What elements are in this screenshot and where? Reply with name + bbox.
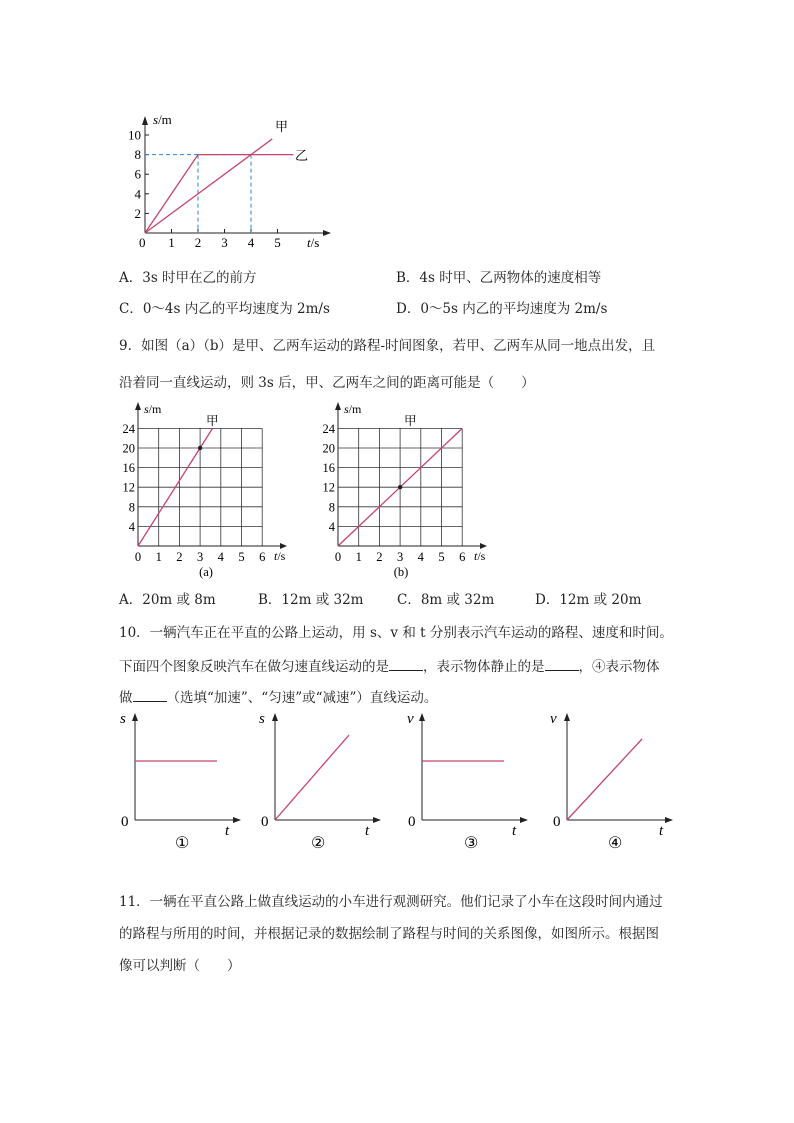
fig1-ytick-label: 10 <box>128 127 141 143</box>
q10-g2-origin: 0 <box>261 814 269 830</box>
q10-blank-1[interactable] <box>389 658 423 671</box>
fig1-y-arrow <box>142 116 148 125</box>
q10-g1-xlabel: t <box>225 823 230 839</box>
q9a-xtick-label: 5 <box>238 550 245 564</box>
q9b-xtick-label: 3 <box>396 550 404 564</box>
q9a-y-arrow <box>135 402 141 410</box>
q9b-xtick-label: 2 <box>376 550 383 564</box>
q9-stem-line2: 沿着同一直线运动，则 3s 后，甲、乙两车之间的距离可能是（ ） <box>119 375 535 391</box>
q10-graph-3 <box>402 705 532 855</box>
q9-option-d[interactable]: D．12m 或 20m <box>535 592 642 608</box>
q9a-xtick-label: 4 <box>217 550 224 564</box>
q9a-data-point <box>198 446 202 450</box>
q11-stem-line1: 11．一辆在平直公路上做直线运动的小车进行观测研究。他们记录了小车在这段时间内通过 <box>119 894 663 910</box>
q9b-ytick-label: 4 <box>328 519 335 534</box>
q9a-ytick-label: 4 <box>128 519 135 534</box>
q10-g3-xlabel: t <box>512 823 517 839</box>
q9a-x-label: t/s <box>274 549 286 563</box>
q10-g2-xlabel: t <box>365 823 370 839</box>
q9a-y-label: s/m <box>144 402 162 416</box>
fig1-xtick-label: 1 <box>168 235 175 250</box>
q8-option-a[interactable]: A．3s 时甲在乙的前方 <box>119 270 257 286</box>
q8-option-d[interactable]: D．0～5s 内乙的平均速度为 2m/s <box>396 301 608 317</box>
q9a-ytick-label: 20 <box>122 441 135 456</box>
q9a-xtick-label: 2 <box>176 550 183 564</box>
q10-g1-origin: 0 <box>121 814 129 830</box>
q9-option-c[interactable]: C．8m 或 32m <box>397 592 495 608</box>
fig1-ytick-label: 8 <box>134 147 141 163</box>
q9-option-a[interactable]: A．20m 或 8m <box>119 592 216 608</box>
q9-chart-b <box>318 398 498 583</box>
q10-g4-line <box>567 739 642 820</box>
q9b-ytick-label: 8 <box>328 500 335 515</box>
q9b-ytick-label: 20 <box>322 441 335 456</box>
q10-stem-line1: 10．一辆汽车正在平直的公路上运动，用 s、v 和 t 分别表示汽车运动的路程、速度和时间。 <box>119 625 673 641</box>
q9b-x-label: t/s <box>474 549 486 563</box>
q9a-origin: 0 <box>134 550 142 564</box>
fig1-ytick-label: 2 <box>134 205 141 221</box>
fig1-ytick-label: 4 <box>134 186 141 202</box>
q10-blank-3[interactable] <box>133 689 167 702</box>
fig1-x-arrow <box>323 230 331 236</box>
q9-chart-a <box>118 398 298 583</box>
fig1-xtick-label: 5 <box>274 235 281 250</box>
q9b-xtick-label: 5 <box>438 550 445 564</box>
q10-g2-line <box>275 735 349 820</box>
fig1-x-label: t/s <box>307 235 320 250</box>
q10-g4-origin: 0 <box>553 814 561 830</box>
q9-stem-line1: 9．如图（a）（b）是甲、乙两车运动的路程-时间图象，若甲、乙两车从同一地点出发，且 <box>119 338 656 354</box>
q9b-caption: (b) <box>393 565 409 579</box>
q9a-ytick-label: 8 <box>128 500 135 515</box>
q10-g2-caption: ② <box>311 835 326 852</box>
q9b-data-point <box>398 485 402 489</box>
q8-option-c[interactable]: C．0～4s 内乙的平均速度为 2m/s <box>119 301 330 317</box>
q9-option-b[interactable]: B．12m 或 32m <box>258 592 364 608</box>
q9a-ytick-label: 16 <box>122 461 135 476</box>
q8-option-b[interactable]: B．4s 时甲、乙两物体的速度相等 <box>396 270 602 286</box>
q9a-series-label: 甲 <box>206 414 219 428</box>
q9b-y-arrow <box>335 402 341 410</box>
q9b-ytick-label: 16 <box>322 461 335 476</box>
q9b-origin: 0 <box>334 550 342 564</box>
q10-g3-origin: 0 <box>408 814 416 830</box>
q9a-xtick-label: 3 <box>196 550 204 564</box>
fig1-chart <box>115 112 340 252</box>
fig1-xtick-label: 3 <box>221 235 228 250</box>
q10-g1-ylabel: s <box>120 711 126 727</box>
q9b-ytick-label: 24 <box>322 421 335 436</box>
fig1-jia-label: 甲 <box>275 119 289 134</box>
q9a-ytick-label: 24 <box>122 421 135 436</box>
q9b-ytick-label: 12 <box>322 480 335 495</box>
q9a-xtick-label: 1 <box>155 550 162 564</box>
q11-stem-line3: 像可以判断（ ） <box>119 958 241 974</box>
q10-g3-caption: ③ <box>464 835 479 852</box>
fig1-origin: 0 <box>139 235 146 250</box>
q10-graph-2 <box>255 705 385 855</box>
q10-g4-caption: ④ <box>608 835 623 852</box>
q9a-ytick-label: 12 <box>122 480 135 495</box>
q9b-xtick-label: 6 <box>459 550 466 564</box>
fig1-xtick-label: 2 <box>194 235 202 250</box>
q9a-xtick-label: 6 <box>259 550 266 564</box>
q10-g3-ylabel: v <box>407 711 414 727</box>
fig1-yi-label: 乙 <box>295 148 309 163</box>
q10-blank-2[interactable] <box>545 658 579 671</box>
q10-g4-xlabel: t <box>659 823 664 839</box>
q9b-xtick-label: 1 <box>355 550 362 564</box>
q9a-caption: (a) <box>199 565 213 579</box>
q10-graph-4 <box>547 705 677 855</box>
q10-graph-1 <box>115 705 245 855</box>
q9b-series-label: 甲 <box>404 414 417 428</box>
fig1-xtick-label: 4 <box>247 235 255 250</box>
q9b-xtick-label: 4 <box>417 550 424 564</box>
q10-stem-line3: 做 （选填“加速”、“匀速”或“减速”）直线运动。 <box>119 690 438 706</box>
fig1-y-label: s/m <box>153 112 172 127</box>
q11-stem-line2: 的路程与所用的时间，并根据记录的数据绘制了路程与时间的关系图像，如图所示。根据图 <box>119 926 659 942</box>
fig1-series-yi-line <box>145 155 293 233</box>
q10-g1-caption: ① <box>175 835 190 852</box>
fig1-series-jia-line <box>145 139 272 233</box>
q10-stem-line2: 下面四个图象反映汽车在做匀速直线运动的是 ，表示物体静止的是 ，④表示物体 <box>119 659 660 675</box>
fig1-ytick-label: 6 <box>134 166 141 182</box>
q10-g2-ylabel: s <box>259 711 265 727</box>
q9b-y-label: s/m <box>344 402 362 416</box>
q10-g4-ylabel: v <box>550 711 557 727</box>
